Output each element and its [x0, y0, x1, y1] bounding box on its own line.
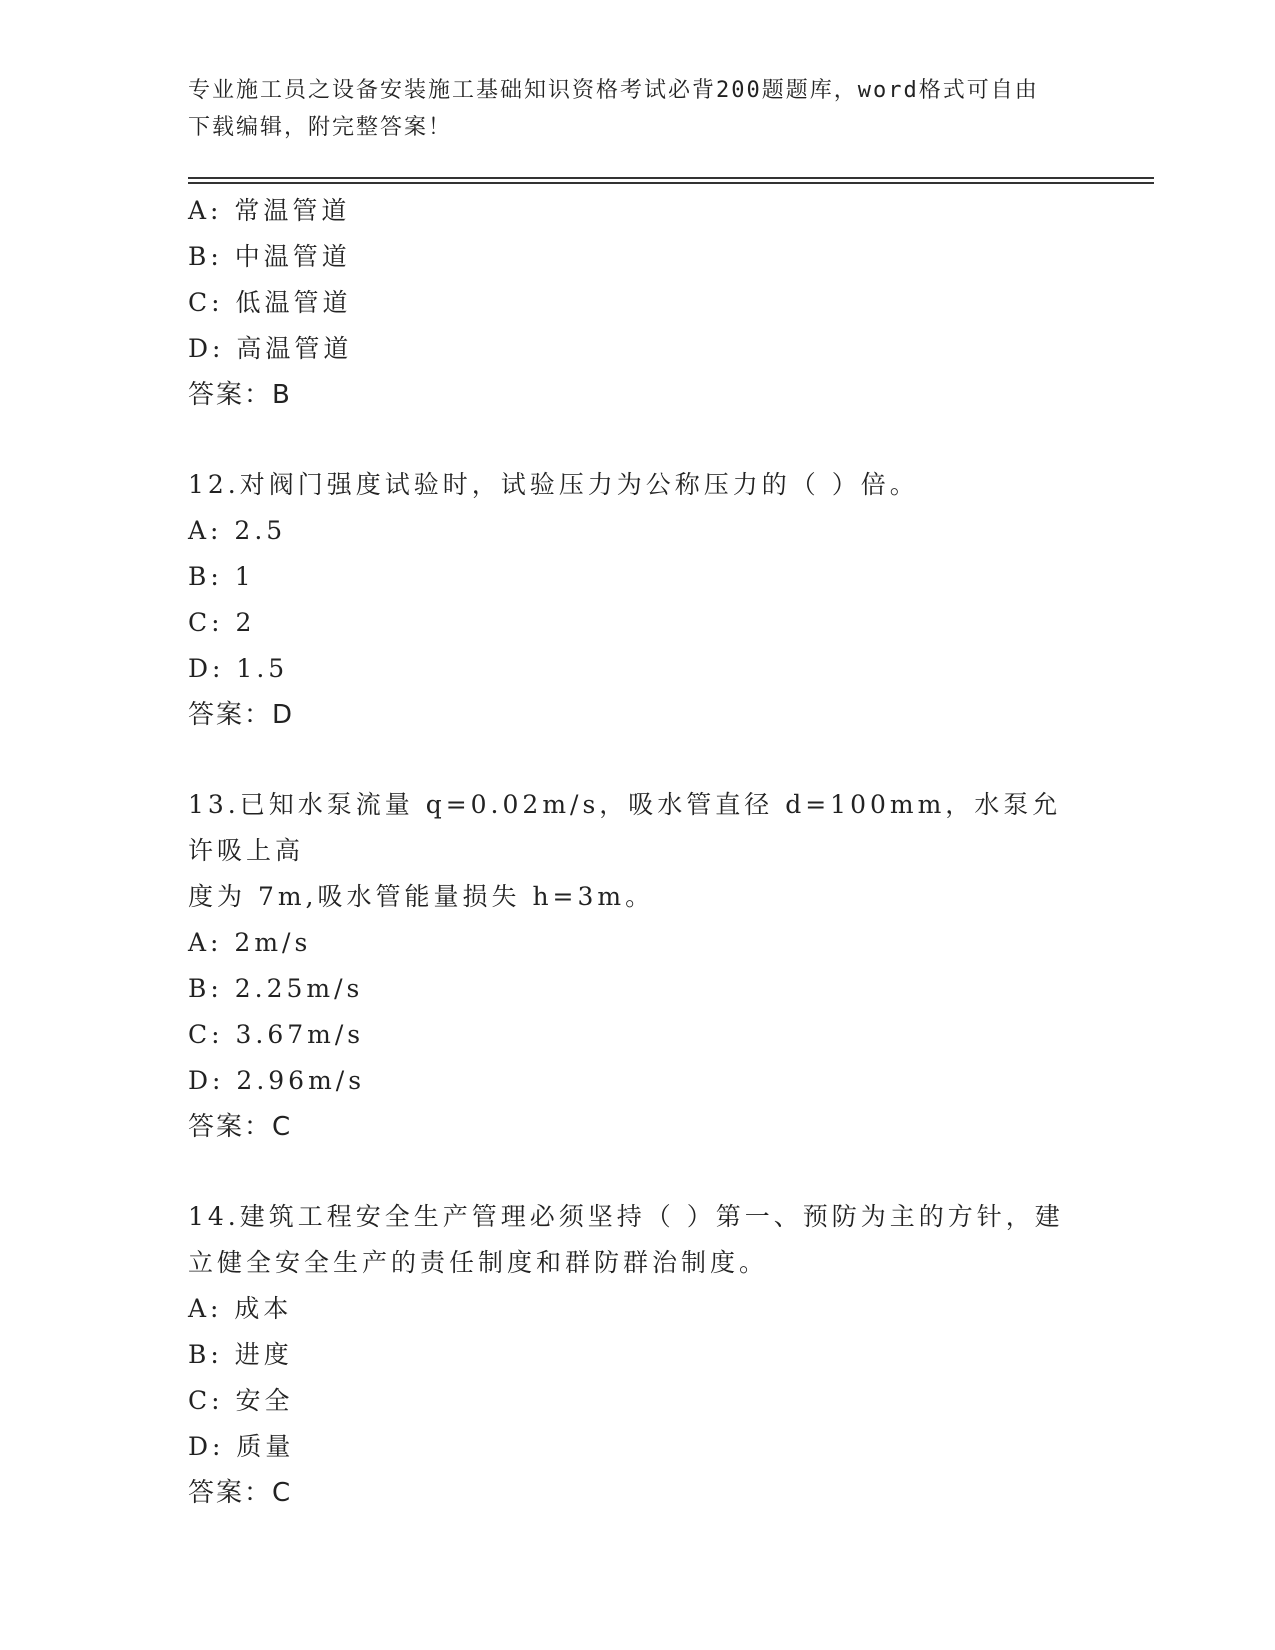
- header-line-1: 专业施工员之设备安装施工基础知识资格考试必背200题题库，word格式可自由: [188, 78, 1039, 103]
- question-block-14: [188, 1194, 1088, 1516]
- document-header: [188, 72, 1068, 146]
- option-b: B: 2.25m/s: [188, 974, 364, 1003]
- question-text: [188, 462, 1088, 508]
- option-b: B: 1: [188, 562, 255, 591]
- option-d: D: 质量: [188, 1432, 295, 1461]
- option-c: C: 低温管道: [188, 288, 352, 317]
- option-d: D: 1.5: [188, 654, 289, 683]
- question-line: 立健全安全生产的责任制度和群防群治制度。: [188, 1248, 769, 1277]
- continued-question-block: [188, 188, 1088, 418]
- answer: 答案：D: [188, 700, 295, 730]
- answer: 答案：B: [188, 380, 292, 410]
- question-line: 12.对阀门强度试验时，试验压力为公称压力的（ ）倍。: [188, 470, 919, 499]
- option-a: A: 常温管道: [188, 196, 351, 225]
- option-b: B: 中温管道: [188, 242, 351, 271]
- question-block-12: [188, 462, 1088, 738]
- question-list: [188, 188, 1088, 1516]
- question-line: 13.已知水泵流量 q=0.02m/s，吸水管直径 d=100mm，水泵允许吸上高: [188, 790, 1062, 865]
- question-block-13: [188, 782, 1088, 1150]
- option-c: C: 安全: [188, 1386, 294, 1415]
- option-d: D: 2.96m/s: [188, 1066, 366, 1095]
- option-a: A: 成本: [188, 1294, 293, 1323]
- option-a: A: 2.5: [188, 516, 287, 545]
- header-divider-top: [188, 177, 1154, 179]
- answer: 答案：C: [188, 1478, 293, 1508]
- header-line-2: 下载编辑，附完整答案！: [188, 115, 453, 140]
- option-c: C: 3.67m/s: [188, 1020, 365, 1049]
- option-a: A: 2m/s: [188, 928, 312, 957]
- answer: 答案：C: [188, 1112, 293, 1142]
- question-text: [188, 782, 1088, 920]
- question-line: 14.建筑工程安全生产管理必须坚持（ ）第一、预防为主的方针，建: [188, 1202, 1064, 1231]
- question-line: 度为 7m,吸水管能量损失 h=3m。: [188, 882, 655, 911]
- option-c: C: 2: [188, 608, 256, 637]
- header-divider-bottom: [188, 182, 1154, 184]
- option-d: D: 高温管道: [188, 334, 353, 363]
- option-b: B: 进度: [188, 1340, 293, 1369]
- question-text: [188, 1194, 1088, 1286]
